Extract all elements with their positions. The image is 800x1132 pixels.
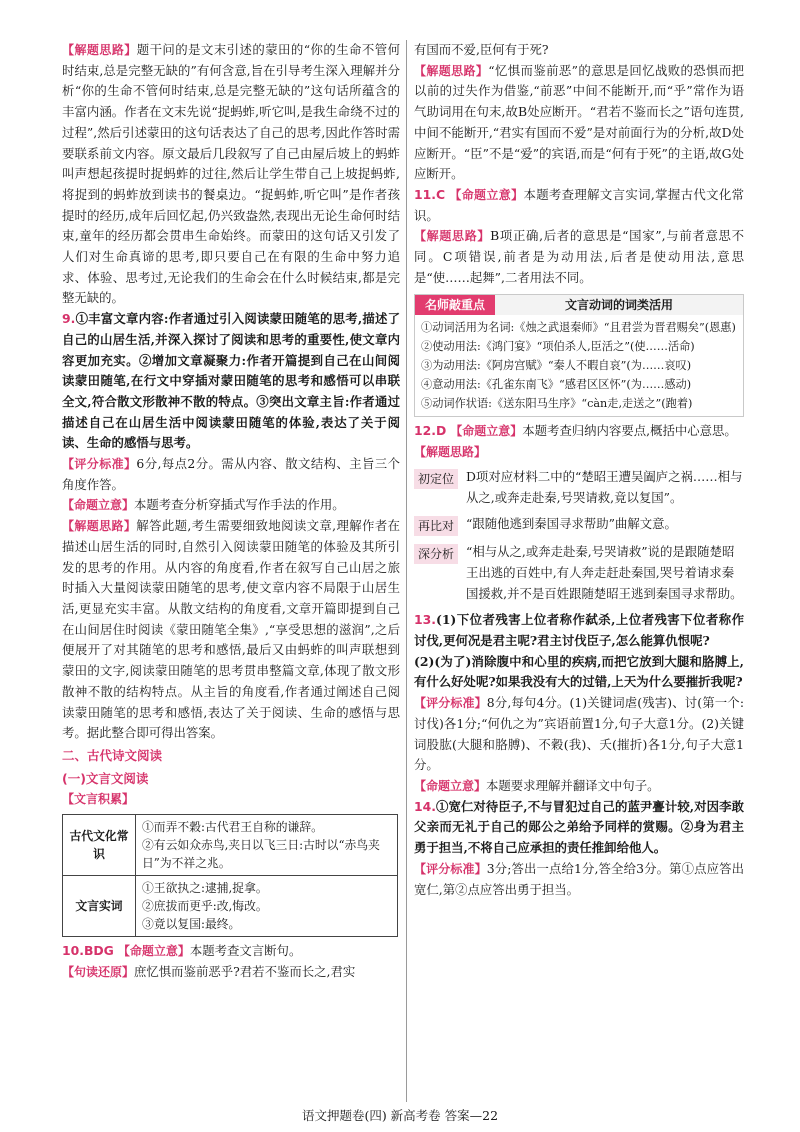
key-points-box — [414, 294, 744, 417]
q10-analysis: 【解题思路】“忆惧而鉴前恶”的意思是回忆战败的恐惧而把以前的过失作为借鉴,“前恶”中间不能断开,而“乎”常作为语气助词用在句末,故B处应断开。“君若不鉴而长之”语句连贯,中间不能断开,“君实有国而不爱”是对前面行为的分析,故D处应断开。“臣”不是“爱”的宾语,而是“何有于死”的主语,故G处应断开。 — [414, 62, 744, 182]
page-footer: 语文押题卷(四) 新高考卷 答案—22 — [301, 1108, 499, 1123]
step-text: D项对应材料二中的“楚昭王遭吴阖庐之祸……相与从之,或奔走赴秦,号哭请救,竟以复国”。 — [466, 468, 743, 505]
right-column — [414, 40, 744, 900]
section-heading: 二、古代诗文阅读 — [62, 747, 163, 763]
list-item: ①动词活用为名词:《烛之武退秦师》“且君尝为晋君赐矣”(恩惠) — [421, 321, 736, 335]
step-text: “跟随他逃到秦国寻求帮助”曲解文意。 — [466, 516, 677, 532]
table-key: 古代文化常识 — [63, 815, 136, 876]
q9-scoring: 【评分标准】6分,每点2分。需从内容、散文结构、主旨三个角度作答。 — [62, 456, 400, 492]
step-label: 初定位 — [414, 469, 458, 489]
q13-intent: 【命题立意】本题要求理解并翻译文中句子。 — [414, 777, 660, 793]
q13-answer-1: 13.(1)下位者残害上位者称作弑杀,上位者残害下位者称作讨伐,更何况是君主呢?君主讨伐臣子,怎么能算仇恨呢? — [414, 612, 744, 649]
q9-analysis: 【解题思路】解答此题,考生需要细致地阅读文章,理解作者在描述山居生活的同时,自然引入阅读蒙田随笔的体验及其所引发的思考的作用。从内容的角度看,作者在叙写自己山居之旅时插入大量阅读蒙田随笔的思考,使文章内容不局限于山居生活,更显充实丰富。从散文结构的角度看,文章开篇即提到自己在山间居住时阅读《蒙田随笔全集》,“享受思想的滋润”,之后便展开了对其随笔的思考和感悟,最后又由蚂蚱的叫声联想到蒙田的文字,阅读蒙田随笔的思考贯串整篇文章,体现了散文形散神不散的结构特点。从主旨的角度看,作者通过阐述自己阅读蒙田随笔的思考和感悟,表达了关于阅读、生命的感悟与思考。据此整合即可得出答案。 — [62, 518, 400, 741]
q8-analysis: 【解题思路】题干问的是文末引述的蒙田的“你的生命不管何时结束,总是完整无缺的”有何含意,旨在引导考生深入理解并分析“你的生命不管何时结束,总是完整无缺的”这句话所蕴含的丰富内涵。作者在文末先说“捉蚂蚱,听它叫,是我生命绕不过的过程”,然后引述蒙田的这句话表达了自己的思考,因此作答时需要联系前文内容。原文最后几段叙写了自己由屋后坡上的蚂蚱叫声想起孩提时捉蚂蚱的过往,然后让学生带自己上坡捉蚂蚱,将捉到的蚂蚱放到读书的餐桌边。“捉蚂蚱,听它叫”是作者孩提时的经历,成年后回忆起,仍兴致盎然,表现出无论生命何时结束,童年的经历都会贯串生命始终。而蒙田的这句话又引发了人们对生命真谛的思考,即只要自己在有限的生命中努力追求、体验、思考过,无论我们的生命会在什么时候结束,都是完整无缺的。 — [62, 42, 400, 306]
q11-answer: 11.C 【命题立意】本题考查理解文言实词,掌握古代文化常识。 — [414, 186, 744, 223]
table-item: ②庶拔而更乎:改,悔改。 — [142, 899, 268, 914]
table-row — [63, 815, 398, 876]
q12-analysis-label: 【解题思路】 — [414, 445, 487, 460]
q14-answer: 14.①宽仁对待臣子,不与冒犯过自己的蓝尹亹计较,对因李敢父亲而无礼于自己的郧公之弟给予同样的赏赐。②身为君主勇于担当,不将自己应承担的责任推卸给他人。 — [414, 798, 744, 856]
table-item: ①而弄不穀:古代君王自称的谦辞。 — [142, 820, 323, 835]
q11-analysis: 【解题思路】B项正确,后者的意思是“国家”,与前者意思不同。C项错误,前者是为动用法,后者是使动用法,意思是“使……起舞”,二者用法不同。 — [414, 228, 744, 285]
step-text: “相与从之,或奔走赴秦,号哭请救”说的是跟随楚昭王出逃的百姓中,有人奔走赶赴秦国,哭号着请求秦国援救,并不是百姓跟随楚昭王逃到秦国寻求帮助。 — [466, 544, 743, 601]
table-key: 文言实词 — [63, 876, 136, 937]
left-column — [62, 40, 400, 982]
list-item: ④意动用法:《孔雀东南飞》“感君区区怀”(为……感动) — [421, 378, 692, 392]
key-points-title: 文言动词的词类活用 — [565, 298, 674, 313]
step-label: 深分析 — [414, 544, 458, 564]
subsection-heading: (一)文言文阅读 — [62, 770, 149, 786]
q12-answer: 12.D 【命题立意】本题考查归纳内容要点,概括中心意思。 — [414, 423, 737, 439]
table-item: ③竟以复国:最终。 — [142, 917, 241, 932]
q9-intent: 【命题立意】本题考查分析穿插式写作手法的作用。 — [62, 497, 345, 513]
label-wenyan-jilei: 【文言积累】 — [62, 792, 135, 807]
list-item: ⑤动词作状语:《送东阳马生序》“càn走,走送之”(跑着) — [421, 397, 693, 411]
classical-notes-table — [62, 814, 398, 937]
q10-answer: 10.BDG 【命题立意】本题考查文言断句。 — [62, 943, 302, 959]
q13-answer-2: (2)(为了)消除腹中和心里的疾病,而把它放到大腿和胳膊上,有什么好处呢?如果我没有大的过错,上天为什么要摧折我呢? — [414, 653, 744, 690]
table-row — [63, 876, 398, 937]
table-item: ②有云如众赤鸟,夹日以飞三日:古时以“赤鸟夹日”为不祥之兆。 — [142, 838, 380, 871]
step-label: 再比对 — [414, 516, 458, 536]
step-item — [414, 467, 744, 508]
q9-answer: 9.①丰富文章内容:作者通过引入阅读蒙田随笔的思考,描述了自己的山居生活,并深入探讨了阅读和思考的重要性,使文章内容更加充实。②增加文章凝聚力:作者开篇提到自己在山间阅读蒙田随笔,在行文中穿插对蒙田随笔的思考和感悟可以串联全文,符合散文形散神不散的特点。③突出文章主旨:作者通过描述自己在山居生活中阅读蒙田随笔的体验,表达了关于阅读、生命的感悟与思考。 — [62, 311, 400, 451]
q10-punctuation: 【句读还原】庶忆惧而鉴前恶乎?君若不鉴而长之,君实 — [62, 963, 356, 979]
list-item: ②使动用法:《鸿门宴》“项伯杀人,臣活之”(使……活命) — [421, 340, 695, 354]
list-item: ③为动用法:《阿房宫赋》“秦人不暇自哀”(为……哀叹) — [421, 359, 692, 373]
key-points-badge: 名师敲重点 — [415, 295, 495, 315]
q10-punctuation-cont: 有国而不爱,臣何有于死? — [414, 42, 549, 57]
column-divider — [406, 40, 407, 1102]
q12-steps — [414, 467, 744, 605]
q13-scoring: 【评分标准】8分,每句4分。(1)关键词虐(残害)、讨(第一个:讨伐)各1分;“何仇之为”宾语前置1分,句子大意1分。(2)关键词股肱(大腿和胳膊)、不穀(我)、夭(摧折)各1分,句子大意1分。 — [414, 695, 744, 773]
table-item: ①王欲执之:逮捕,捉拿。 — [142, 881, 268, 896]
step-item — [414, 514, 744, 536]
label-jietisilu: 【解题思路】 — [62, 43, 137, 57]
q14-scoring: 【评分标准】3分;答出一点给1分,答全给3分。第①点应答出宽仁,第②点应答出勇于担当。 — [414, 860, 744, 897]
step-item — [414, 542, 744, 604]
